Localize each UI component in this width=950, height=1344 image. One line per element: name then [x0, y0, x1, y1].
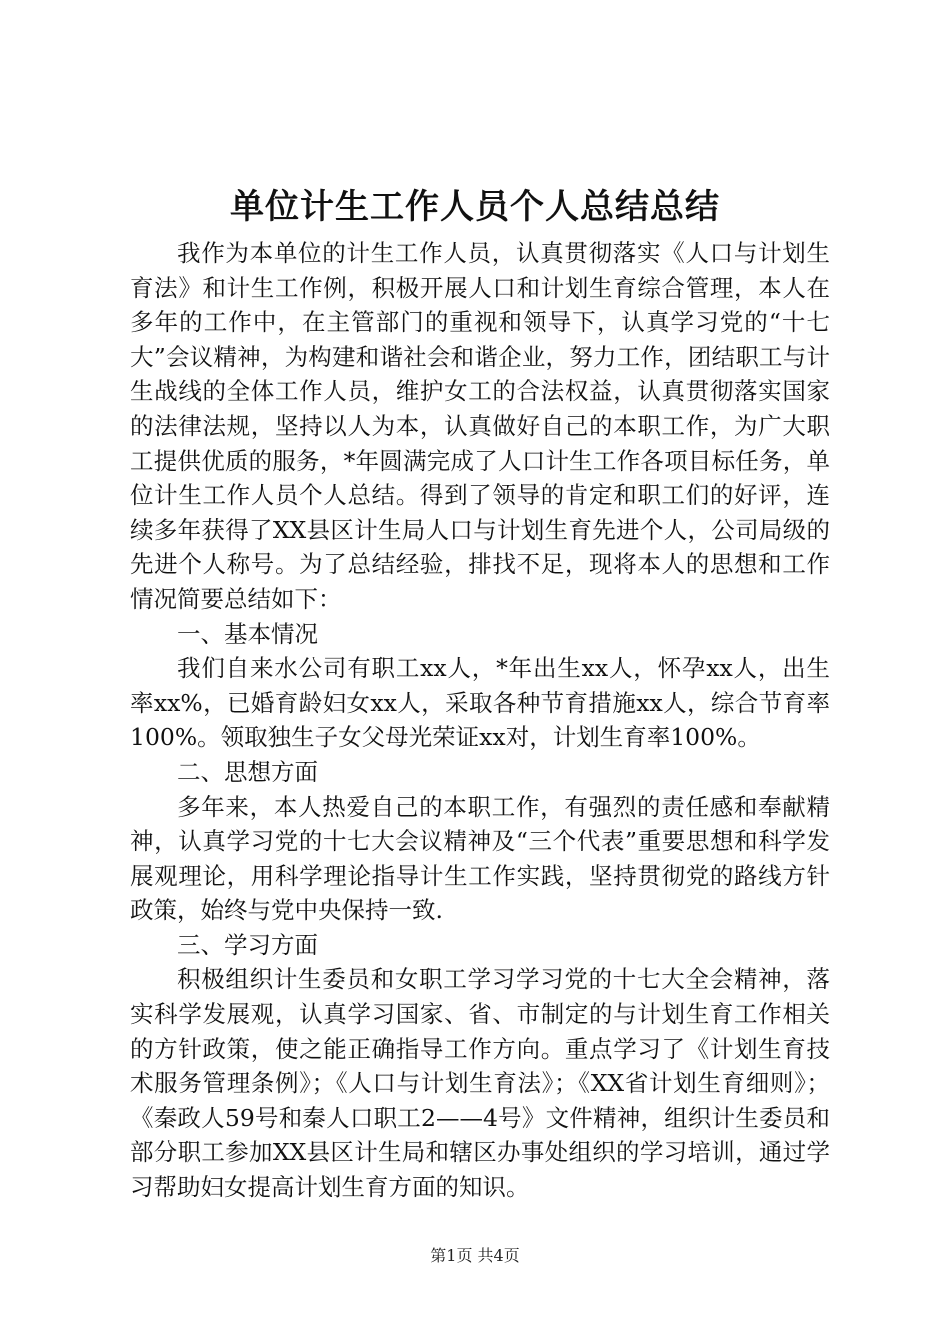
study-paragraph: 积极组织计生委员和女职工学习学习党的十七大全会精神，落实科学发展观，认真学习国家、省、市制定的与计划生育工作相关的方针政策，使之能正确指导工作方向。重点学习了《计划生育技术服务管理条例》；《人口与计划生育法》；《XX省计划生育细则》；《秦政人59号和秦人口职工2——4号》文件精神，组织计生委员和部分职工参加XX县区计生局和辖区办事处组织的学习培训，通过学习帮助妇女提高计划生育方面的知识。	[130, 965, 830, 1202]
intro-paragraph: 我作为本单位的计生工作人员，认真贯彻落实《人口与计划生育法》和计生工作例，积极开展人口和计划生育综合管理，本人在多年的工作中，在主管部门的重视和领导下，认真学习党的“十七大”会议精神，为构建和谐社会和谐企业，努力工作，团结职工与计生战线的全体工作人员，维护女工的合法权益，认真贯彻落实国家的法律法规，坚持以人为本，认真做好自己的本职工作，为广大职工提供优质的服务，*年圆满完成了人口计生工作各项目标任务，单位计生工作人员个人总结。得到了领导的肯定和职工们的好评，连续多年获得了XX县区计生局人口与计划生育先进个人，公司局级的先进个人称号。为了总结经验，排找不足，现将本人的思想和工作情况简要总结如下：	[130, 239, 830, 613]
thought-paragraph: 多年来，本人热爱自己的本职工作，有强烈的责任感和奉献精神，认真学习党的十七大会议精神及“三个代表”重要思想和科学发展观理论，用科学理论指导计生工作实践，坚持贯彻党的路线方针政策，始终与党中央保持一致.	[130, 792, 830, 925]
document-body	[130, 236, 830, 1205]
section-heading-basic: 一、基本情况	[177, 619, 318, 648]
basic-situation-paragraph: 我们自来水公司有职工xx人，*年出生xx人，怀孕xx人，出生率xx%，已婚育龄妇女xx人，采取各种节育措施xx人，综合节育率100%。领取独生子女父母光荣证xx对，计划生育率100%。	[130, 654, 830, 752]
section-heading-study: 三、学习方面	[177, 930, 318, 959]
page-number-footer: 第1页 共4页	[430, 1246, 520, 1265]
section-heading-thought: 二、思想方面	[177, 757, 318, 786]
document-title: 单位计生工作人员个人总结总结	[230, 187, 720, 227]
